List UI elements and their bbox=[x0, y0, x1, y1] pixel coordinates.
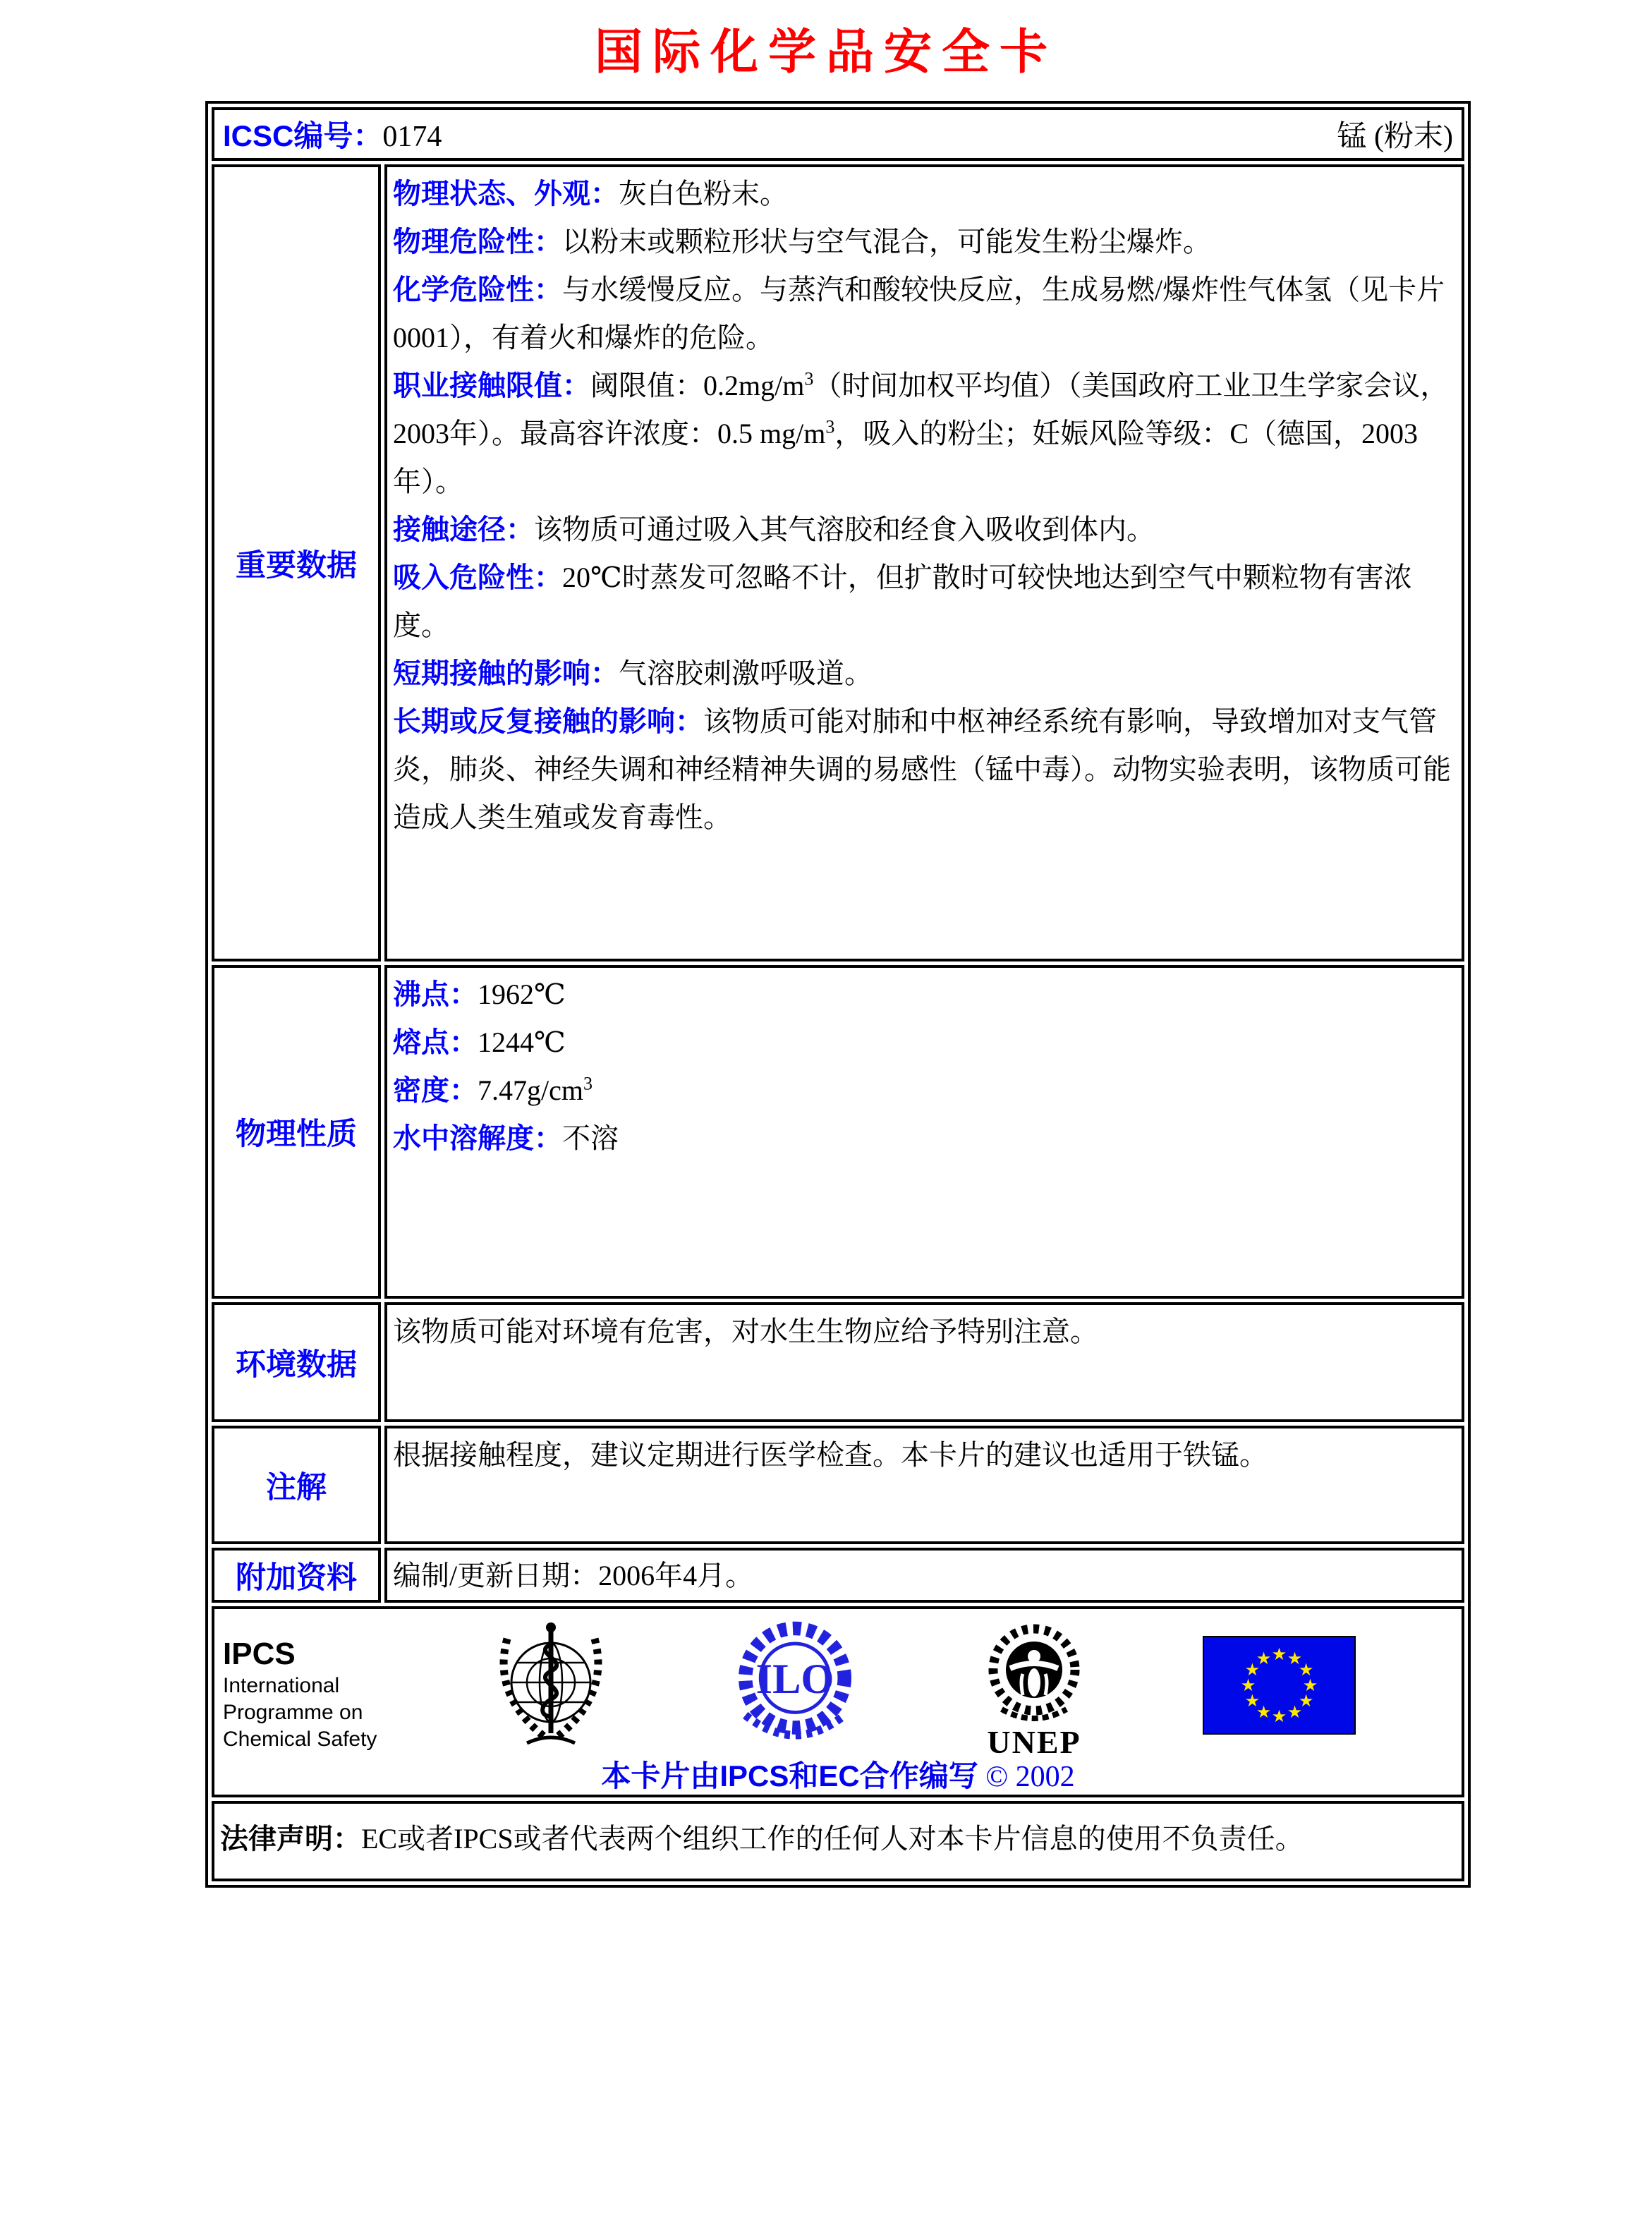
svg-text:★: ★ bbox=[1287, 1702, 1303, 1722]
field-physical-dangers bbox=[393, 218, 1454, 266]
svg-text:★: ★ bbox=[1271, 1706, 1287, 1726]
field-value: 与水缓慢反应。与蒸汽和酸较快反应，生成易燃/爆炸性气体氢（见卡片0001），有着火和爆炸的危险。 bbox=[393, 274, 1445, 353]
eu-flag-icon bbox=[1203, 1636, 1356, 1735]
field-value: 1962℃ bbox=[478, 978, 566, 1010]
field-value: 7.47g/cm bbox=[478, 1074, 583, 1106]
row-physical-properties bbox=[212, 965, 1464, 1299]
footer bbox=[214, 1609, 1462, 1795]
superscript: 3 bbox=[583, 1073, 593, 1094]
field-routes-of-exposure bbox=[393, 506, 1454, 554]
row-footer-logos bbox=[212, 1606, 1464, 1797]
field-label: 密度： bbox=[393, 1075, 478, 1106]
field-long-term-effects bbox=[393, 698, 1454, 842]
icsc-number-value: 0174 bbox=[382, 121, 442, 153]
field-label: 沸点： bbox=[393, 979, 478, 1010]
row-legal-notice bbox=[212, 1801, 1464, 1881]
substance-name: 锰 (粉末) bbox=[1337, 121, 1453, 153]
svg-text:★: ★ bbox=[1256, 1649, 1272, 1668]
physical-properties-content bbox=[387, 968, 1462, 1163]
notes-content bbox=[387, 1428, 1462, 1479]
field-value: 不溶 bbox=[562, 1122, 619, 1154]
field-value: 20℃时蒸发可忽略不计，但扩散时可较快地达到空气中颗粒物有害浓度。 bbox=[393, 562, 1412, 641]
field-label: 物理危险性： bbox=[393, 226, 562, 257]
field-value: 阈限值：0.2mg/m bbox=[590, 370, 805, 401]
credit-line bbox=[214, 1759, 1462, 1795]
superscript: 3 bbox=[804, 368, 814, 389]
ipcs-line: Chemical Safety bbox=[223, 1728, 377, 1751]
section-label-notes: 注解 bbox=[212, 1426, 381, 1544]
ipcs-acronym: IPCS bbox=[223, 1637, 296, 1671]
field-label: 水中溶解度： bbox=[393, 1123, 562, 1154]
row-notes bbox=[212, 1426, 1464, 1544]
row-header bbox=[212, 107, 1464, 161]
field-value: ，吸入的粉尘；妊娠风险等级：C（德国，2003年）。 bbox=[393, 418, 1419, 497]
unep-caption: UNEP bbox=[987, 1724, 1081, 1760]
credit-copyright: © 2002 bbox=[985, 1761, 1075, 1793]
field-label: 化学危险性： bbox=[393, 274, 562, 305]
field-chemical-dangers bbox=[393, 266, 1454, 362]
additional-info-content bbox=[387, 1551, 1462, 1600]
row-important-data bbox=[212, 164, 1464, 961]
environmental-data-text: 该物质可能对环境有危害，对水生生物应给予特别注意。 bbox=[393, 1316, 1098, 1347]
additional-info-text: 编制/更新日期：2006年4月。 bbox=[393, 1560, 754, 1591]
row-additional-info bbox=[212, 1548, 1464, 1603]
environmental-data-content bbox=[387, 1305, 1462, 1356]
legal-notice-label: 法律声明： bbox=[220, 1824, 361, 1855]
ipcs-line: Programme on bbox=[223, 1701, 363, 1724]
notes-text: 根据接触程度，建议定期进行医学检查。本卡片的建议也适用于铁锰。 bbox=[393, 1439, 1268, 1471]
field-value: 该物质可能对肺和中枢神经系统有影响，导致增加对支气管炎，肺炎、神经失调和神经精神失调的易感性（锰中毒）。动物实验表明，该物质可能造成人类生殖或发育毒性。 bbox=[393, 705, 1451, 833]
section-label-physical-properties: 物理性质 bbox=[212, 965, 381, 1299]
ipcs-line: International bbox=[223, 1674, 340, 1697]
field-value: 1244℃ bbox=[478, 1026, 566, 1058]
svg-text:★: ★ bbox=[1298, 1691, 1314, 1711]
legal-notice-text: EC或者IPCS或者代表两个组织工作的任何人对本卡片信息的使用不负责任。 bbox=[361, 1823, 1304, 1855]
field-boiling-point bbox=[393, 971, 1454, 1019]
field-value: 灰白色粉末。 bbox=[619, 178, 788, 210]
svg-text:★: ★ bbox=[1287, 1649, 1303, 1668]
important-data-content bbox=[387, 167, 1462, 842]
svg-text:★: ★ bbox=[1240, 1675, 1256, 1695]
field-physical-state-appearance bbox=[393, 170, 1454, 218]
svg-text:★: ★ bbox=[1271, 1644, 1287, 1664]
who-logo-icon bbox=[489, 1618, 612, 1752]
section-label-additional-info: 附加资料 bbox=[212, 1548, 381, 1603]
ilo-letters: ILO bbox=[755, 1656, 834, 1704]
field-short-term-effects bbox=[393, 650, 1454, 698]
field-label: 熔点： bbox=[393, 1027, 478, 1058]
logo-row bbox=[214, 1613, 1462, 1760]
row-environmental-data bbox=[212, 1302, 1464, 1422]
field-occupational-exposure-limits bbox=[393, 362, 1454, 506]
ilo-logo-icon bbox=[724, 1613, 866, 1754]
svg-text:★: ★ bbox=[1302, 1675, 1318, 1695]
field-label: 吸入危险性： bbox=[393, 562, 562, 593]
svg-text:★: ★ bbox=[1244, 1660, 1261, 1680]
credit-text: 本卡片由IPCS和EC合作编写 bbox=[601, 1759, 978, 1792]
svg-text:★: ★ bbox=[1244, 1691, 1261, 1711]
superscript: 3 bbox=[825, 416, 835, 437]
field-label: 短期接触的影响： bbox=[393, 658, 619, 689]
page-title: 国际化学品安全卡 bbox=[594, 25, 1057, 79]
field-inhalation-risk bbox=[393, 554, 1454, 650]
field-water-solubility bbox=[393, 1115, 1454, 1163]
field-value: （时间加权平均值）（美国政府工业卫生学家会议，2003年）。最高容许浓度：0.5 mg/m bbox=[393, 370, 1449, 449]
card-header bbox=[214, 110, 1462, 158]
icsc-number-field bbox=[223, 113, 442, 155]
field-value: 该物质可通过吸入其气溶胶和经食入吸收到体内。 bbox=[534, 514, 1155, 545]
field-label: 接触途径： bbox=[393, 514, 534, 545]
ipcs-text-block bbox=[223, 1636, 377, 1753]
field-melting-point bbox=[393, 1019, 1454, 1067]
icsc-number-label: ICSC编号： bbox=[223, 119, 383, 152]
svg-text:★: ★ bbox=[1298, 1660, 1314, 1680]
icsc-card-table bbox=[205, 101, 1471, 1888]
section-label-important-data: 重要数据 bbox=[212, 164, 381, 961]
svg-text:★: ★ bbox=[1256, 1702, 1272, 1722]
field-label: 长期或反复接触的影响： bbox=[393, 706, 703, 737]
legal-notice bbox=[214, 1804, 1462, 1857]
field-label: 职业接触限值： bbox=[393, 370, 590, 401]
field-value: 以粉末或颗粒形状与空气混合，可能发生粉尘爆炸。 bbox=[562, 226, 1211, 257]
section-label-environmental-data: 环境数据 bbox=[212, 1302, 381, 1422]
field-density bbox=[393, 1067, 1454, 1115]
field-label: 物理状态、外观： bbox=[393, 178, 619, 210]
unep-logo-icon bbox=[978, 1613, 1091, 1760]
field-value: 气溶胶刺激呼吸道。 bbox=[619, 657, 873, 689]
